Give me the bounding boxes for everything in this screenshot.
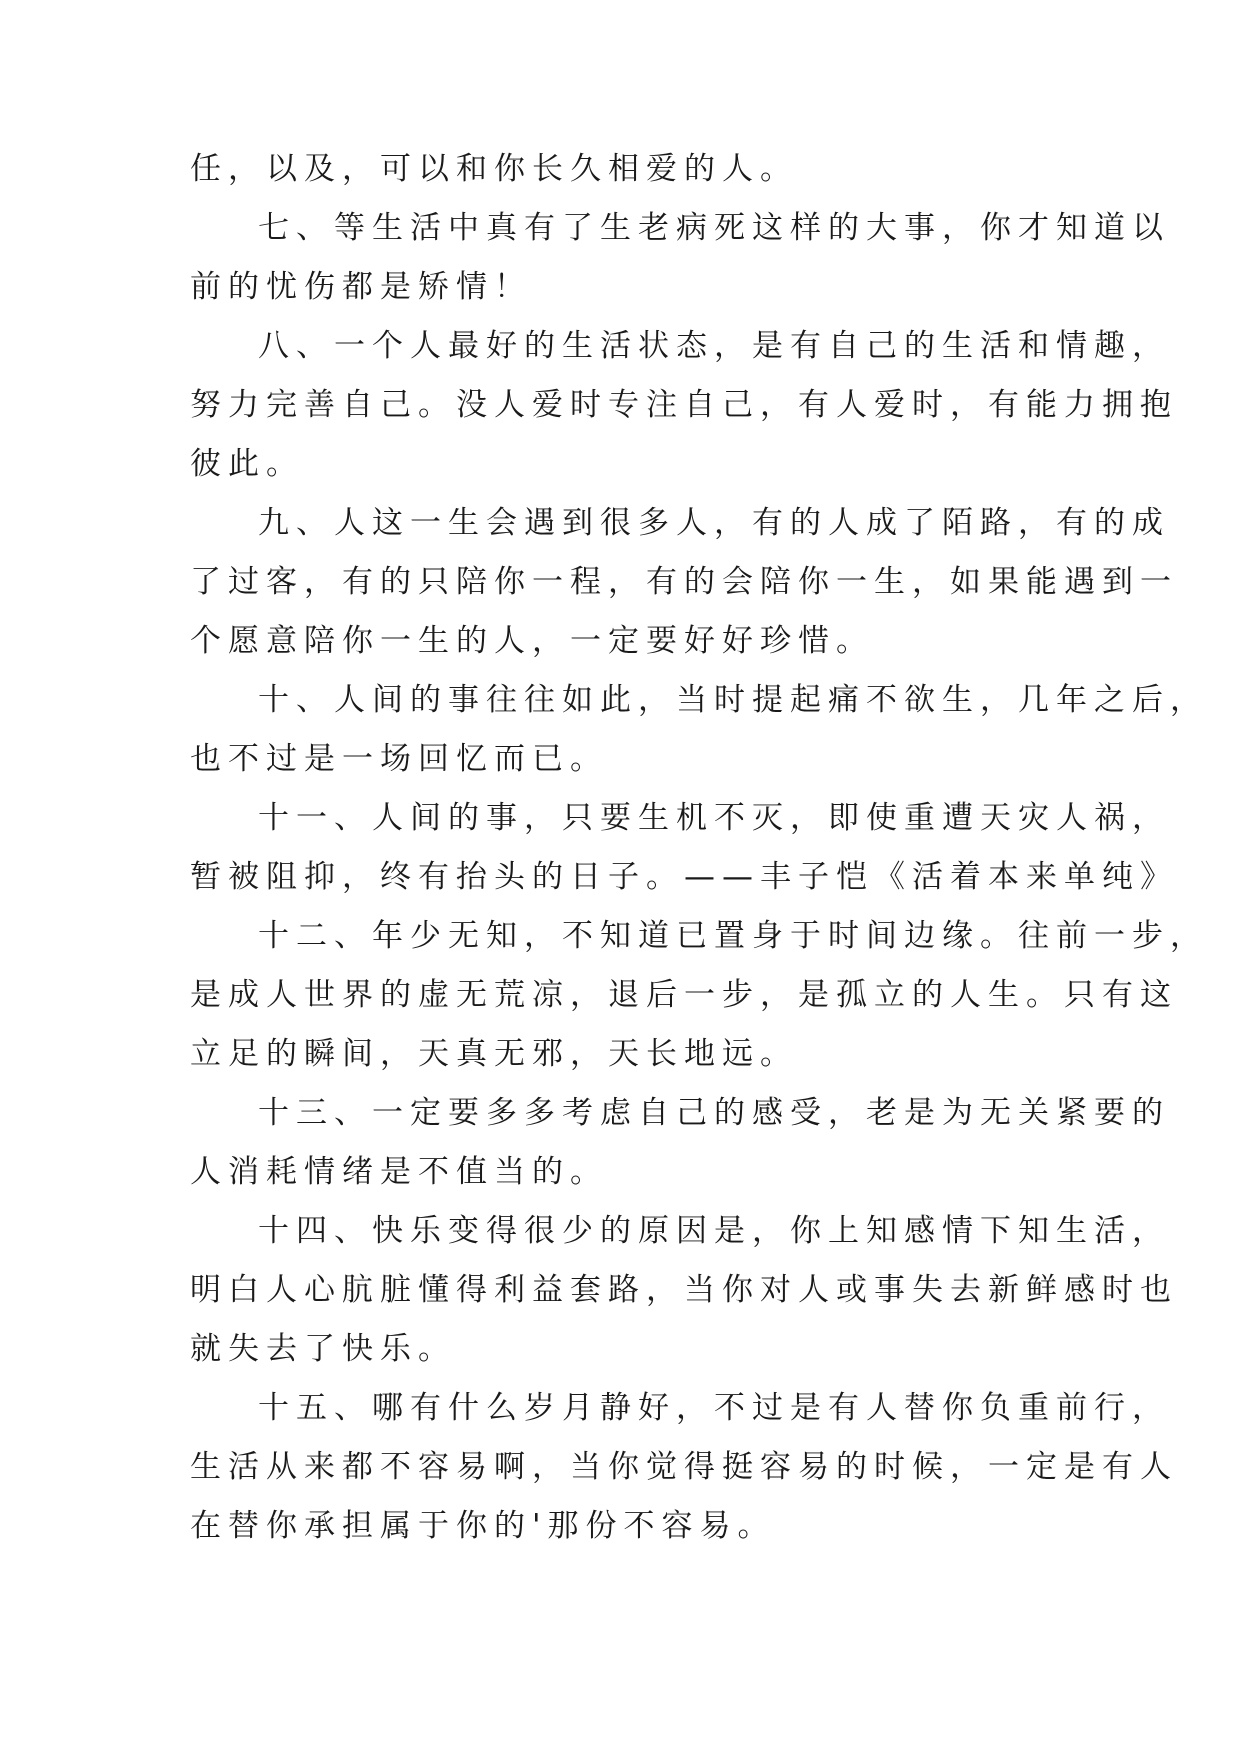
text-line: 努力完善自己。没人爱时专注自己，有人爱时，有能力拥抱: [190, 387, 1178, 423]
text-line: 也不过是一场回忆而已。: [190, 741, 608, 777]
paragraph-13-start: 十三、一定要多多考虑自己的感受，老是为无关紧要的: [258, 1095, 1170, 1131]
text-line: 人消耗情绪是不值当的。: [190, 1154, 608, 1190]
paragraph-11-start: 十一、人间的事，只要生机不灭，即使重遭天灾人祸，: [258, 800, 1170, 836]
paragraph-8-start: 八、一个人最好的生活状态，是有自己的生活和情趣，: [258, 328, 1170, 364]
text-line: 是成人世界的虚无荒凉，退后一步，是孤立的人生。只有这: [190, 977, 1178, 1013]
text-line: 在替你承担属于你的'那份不容易。: [190, 1508, 776, 1544]
paragraph-15-start: 十五、哪有什么岁月静好，不过是有人替你负重前行，: [258, 1390, 1170, 1426]
text-line: 就失去了快乐。: [190, 1331, 456, 1367]
paragraph-9-start: 九、人这一生会遇到很多人，有的人成了陌路，有的成: [258, 505, 1170, 541]
text-line: 彼此。: [190, 446, 304, 482]
text-line: 个愿意陪你一生的人，一定要好好珍惜。: [190, 623, 874, 659]
text-line: 生活从来都不容易啊，当你觉得挺容易的时候，一定是有人: [190, 1449, 1178, 1485]
paragraph-14-start: 十四、快乐变得很少的原因是，你上知感情下知生活，: [258, 1213, 1170, 1249]
text-line: 了过客，有的只陪你一程，有的会陪你一生，如果能遇到一: [190, 564, 1178, 600]
paragraph-7-start: 七、等生活中真有了生老病死这样的大事，你才知道以: [258, 210, 1170, 246]
text-line: 前的忧伤都是矫情！: [190, 269, 532, 305]
paragraph-12-start: 十二、年少无知，不知道已置身于时间边缘。往前一步，: [258, 918, 1208, 954]
document-page: [190, 140, 1208, 1556]
text-line: 暂被阻抑，终有抬头的日子。——丰子恺《活着本来单纯》: [190, 859, 1178, 895]
paragraph-10-start: 十、人间的事往往如此，当时提起痛不欲生，几年之后，: [258, 682, 1208, 718]
text-line: 明白人心肮脏懂得利益套路，当你对人或事失去新鲜感时也: [190, 1272, 1178, 1308]
text-line: 任，以及，可以和你长久相爱的人。: [190, 151, 798, 187]
text-line: 立足的瞬间，天真无邪，天长地远。: [190, 1036, 798, 1072]
